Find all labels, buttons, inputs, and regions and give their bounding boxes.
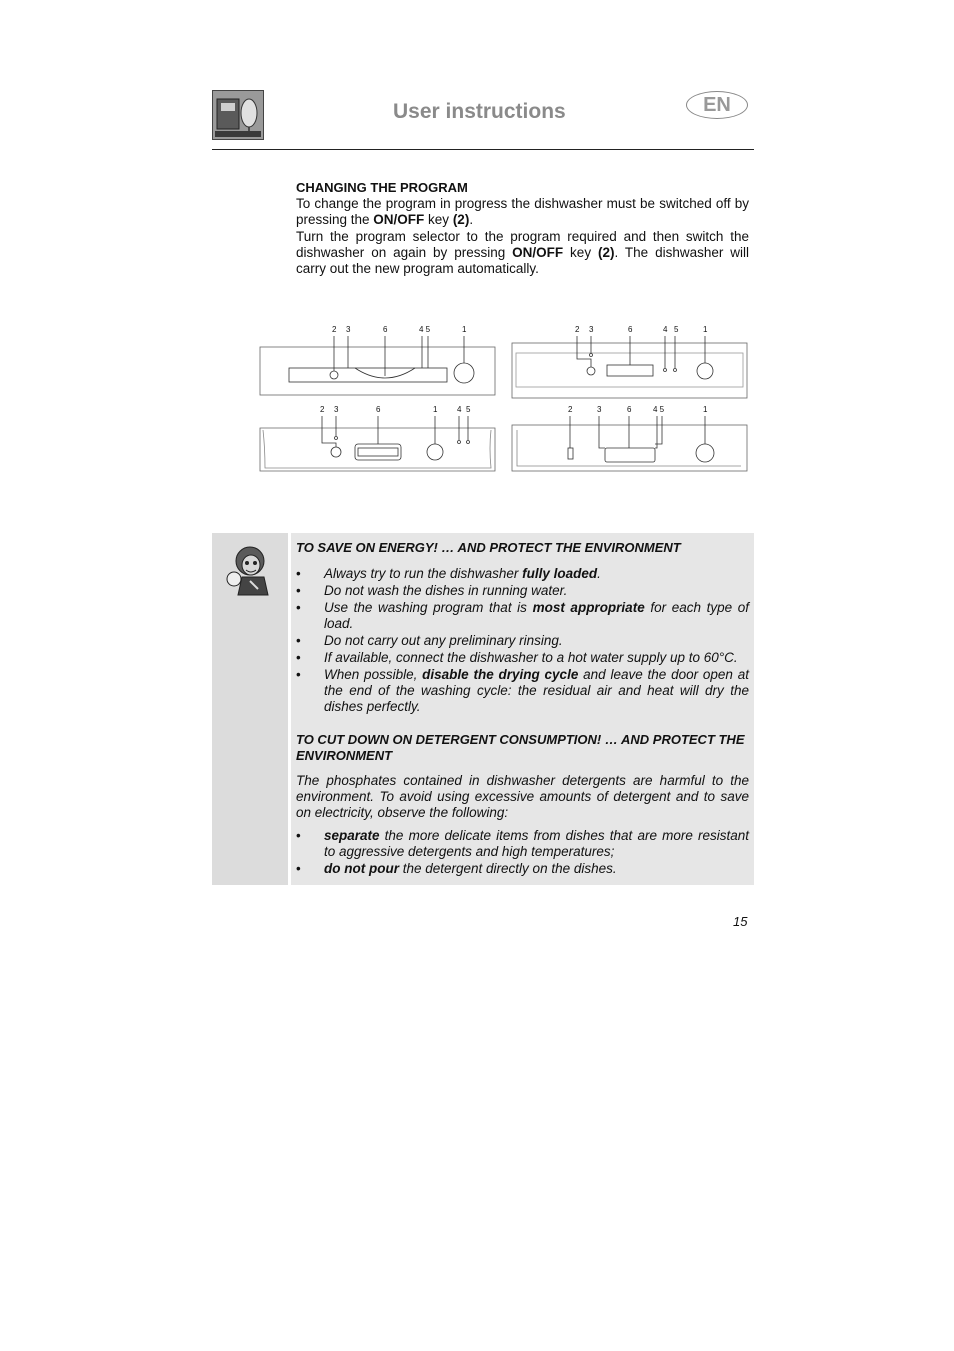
diagram-label: 1 [703,405,708,414]
panel-bottom-left [260,405,495,471]
text-span: the more delicate items from dishes that are more resistant to aggressive detergents and high temperatures; [324,828,749,859]
emphasis: most appropriate [532,600,645,615]
key-name: ON/OFF [512,245,564,260]
diagram-label: 3 [334,405,339,414]
text-span: Do not wash the dishes in running water. [324,583,568,598]
emphasis: do not pour [324,861,399,876]
panel-top-right [512,325,747,398]
list-item [296,667,749,715]
diagram-label: 1 [462,325,467,334]
mascot-icon [224,543,274,597]
control-panel-diagrams [255,318,755,480]
text-span: Turn the program selector to the program required and then switch the dishwasher on again by pressing [296,229,749,260]
emphasis: disable the drying cycle [422,667,579,682]
detergent-heading: TO CUT DOWN ON DETERGENT CONSUMPTION! … AND PROTECT THE ENVIRONMENT [296,732,745,763]
text-span: . [469,212,474,227]
diagram-label: 2 [320,405,325,414]
energy-heading: TO SAVE ON ENERGY! … AND PROTECT THE ENVIRONMENT [296,540,681,555]
list-item [296,828,749,860]
diagram-label: 3 [589,325,594,334]
header-divider [212,149,754,150]
diagram-label: 2 [568,405,573,414]
list-item [296,583,749,599]
text-span: Use the washing program that is [324,600,533,615]
text-span: Do not carry out any preliminary rinsing. [324,633,563,648]
diagram-label: 3 [597,405,602,414]
diagram-label: 4 5 [419,325,431,334]
panel-top-left [260,325,495,395]
diagram-label: 3 [346,325,351,334]
list-item [296,861,749,877]
diagram-label: 4 5 [653,405,665,414]
diagram-label: 4 [663,325,668,334]
text-span: key [424,212,453,227]
diagram-label: 6 [628,325,633,334]
list-item [296,633,749,649]
detergent-tips-list [296,828,749,878]
list-item [296,566,749,582]
diagram-label: 4 [457,405,462,414]
text-span: When possible, [324,667,423,682]
text-span: the detergent directly on the dishes. [398,861,617,876]
diagram-label: 2 [575,325,580,334]
text-span: To change the program in progress the dishwasher must be switched off by pressing the [296,196,749,227]
diagram-label: 1 [433,405,438,414]
emphasis: fully loaded [522,566,598,581]
section-title-changing-program: CHANGING THE PROGRAM [296,180,468,195]
text-span: key [563,245,598,260]
tips-divider [288,533,291,885]
key-name: ON/OFF [373,212,425,227]
panel-bottom-right [512,405,747,471]
text-span: for each type of load. [324,600,749,631]
diagram-label: 5 [466,405,471,414]
key-number: (2) [597,245,615,260]
text-span: If available, connect the dishwasher to a hot water supply up to 60°C. [324,650,738,665]
page-title: User instructions [393,100,566,123]
diagram-label: 5 [674,325,679,334]
diagram-label: 2 [332,325,337,334]
text-span: and leave the door open at the end of the washing cycle: the residual air and heat will dry the dishes perfectly. [324,667,749,714]
energy-tips-list [296,566,749,716]
text-span: Always try to run the dishwasher [324,566,523,581]
key-number: (2) [452,212,470,227]
text-span: . The dishwasher will carry out the new program automatically. [296,245,750,276]
detergent-paragraph: The phosphates contained in dishwasher detergents are harmful to the environment. To avoid using excessive amounts of detergent and to save on electricity, observe the following: [296,773,749,820]
list-item [296,600,749,632]
emphasis: separate [324,828,380,843]
diagram-label: 6 [627,405,632,414]
diagram-label: 1 [703,325,708,334]
page-number: 15 [733,914,748,929]
language-badge: EN [686,91,748,119]
diagram-label: 6 [376,405,381,414]
paragraph-switch-off [296,196,749,228]
list-item [296,650,749,666]
paragraph-select-program [296,229,749,277]
diagram-label: 6 [383,325,388,334]
text-span: . [597,566,601,581]
dishwasher-icon [212,90,264,140]
